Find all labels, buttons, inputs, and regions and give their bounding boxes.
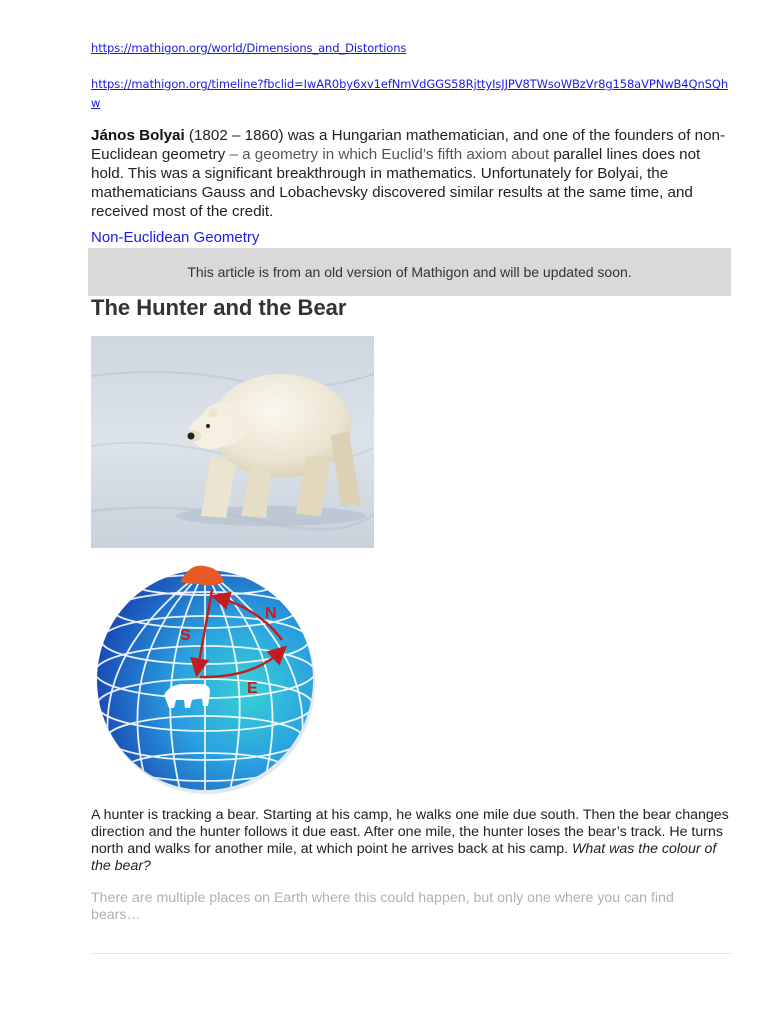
- intro-paragraph: [91, 126, 736, 221]
- notice-text: This article is from an old version of Mathigon and will be updated soon.: [187, 264, 632, 280]
- hint-text: There are multiple places on Earth where this could happen, but only one where you can find bears…: [91, 890, 674, 923]
- east-label: E: [247, 680, 258, 697]
- dimensions-link[interactable]: https://mathigon.org/world/Dimensions_and_Distortions: [91, 41, 407, 55]
- intro-rest: parallel lines does not hold. This was a significant breakthrough in mathematics. Unfortunately for Bolyai, the mathematicians Gauss and Lobachevsky discovered similar results at the same time, and received most of the credit.: [91, 146, 701, 220]
- page-title: The Hunter and the Bear: [91, 295, 347, 320]
- story-paragraph: [91, 807, 736, 875]
- polar-bear-photo: [91, 336, 374, 548]
- north-label: N: [265, 605, 277, 622]
- notice-banner: [88, 248, 731, 296]
- south-label: S: [180, 627, 191, 644]
- intro-dates: (1802 – 1860) was a Hungarian mathematician, and one of the founders of non-Euclidean geometry: [91, 127, 726, 163]
- globe-illustration: [92, 560, 318, 794]
- non-euclidean-link[interactable]: Non-Euclidean Geometry: [91, 229, 260, 246]
- timeline-link[interactable]: https://mathigon.org/timeline?fbclid=IwAR0by6xv1efNmVdGGS58RjttyIsJJPV8TWsoWBzVr8g158aVPNwB4QnSQhw: [91, 77, 729, 110]
- person-name: János Bolyai: [91, 127, 185, 144]
- story-text: A hunter is tracking a bear. Starting at his camp, he walks one mile due south. Then the bear changes direction and the hunter follows it due east. After one mile, the hunter loses the bear’s track. He turns north and walks for another mile, at which point he arrives back at his camp.: [91, 807, 729, 857]
- story-question: What was the colour of the bear?: [91, 841, 717, 874]
- intro-definition: – a geometry in which Euclid’s fifth axiom about: [225, 146, 550, 163]
- divider: [91, 953, 731, 954]
